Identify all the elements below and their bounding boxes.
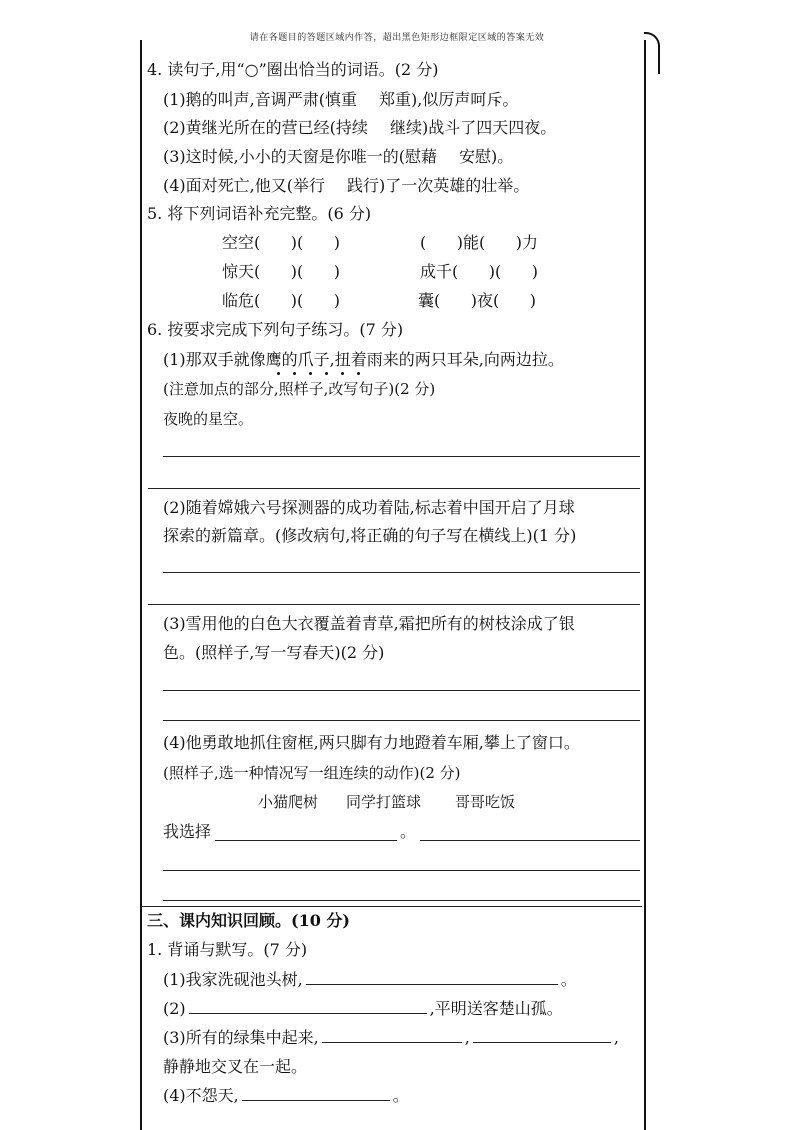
q6-s4-text-a: (4)他勇敢地抓住窗框,两只脚有力地蹬着车厢,攀上了窗口。 [163, 733, 580, 752]
recite-line-1 [163, 970, 577, 990]
q6-s4-period: 。 [400, 822, 417, 841]
answer-line[interactable] [163, 456, 640, 457]
q5-row-3-a[interactable]: 临危( )( ) [222, 291, 341, 310]
q4-item-2-opt2[interactable]: 继续 [389, 118, 422, 137]
emphasis-dot [325, 372, 328, 375]
q4-item-1-pre: (1)鹅的叫声,音调严肃( [163, 90, 325, 109]
recite-blank-1[interactable] [306, 970, 558, 985]
recite-line-3-pre: (3)所有的绿集中起来, [163, 1028, 319, 1047]
recite-line-4-pre: (4)不怨天, [163, 1086, 239, 1105]
recite-line-3-cont: 静静地交叉在一起。 [163, 1057, 308, 1076]
sec3-title: 三、课内知识回顾。(10 分) [147, 911, 350, 930]
emphasis-dot [309, 372, 312, 375]
q5-row-1-a[interactable]: 空空( )( ) [222, 233, 341, 252]
q6-s4-text-b: (照样子,选一种情况写一组连续的动作)(2 分) [163, 764, 461, 782]
q6-s1-text: (1)那双手就像鹰的爪子,扭着雨来的两只耳朵,向两边拉。 [163, 350, 564, 369]
recite-line-2-pre: (2) [163, 999, 186, 1018]
recite-line-3-post: , [613, 1028, 619, 1047]
q6-s3-text-a: (3)雪用他的白色大衣覆盖着青草,霜把所有的树枝涂成了银 [163, 614, 575, 633]
answer-line[interactable] [163, 900, 640, 901]
recite-line-3-mid: , [464, 1028, 470, 1047]
q6-s1-prompt: 夜晚的星空。 [163, 410, 254, 428]
q4-item-4-post: )了一次英雄的壮举。 [379, 176, 530, 195]
recite-line-3 [163, 1028, 619, 1048]
recite-line-4 [163, 1086, 409, 1106]
q4-item-1-opt1[interactable]: 慎重 [325, 90, 358, 109]
q6-s1-instruction: (注意加点的部分,照样子,改写句子)(2 分) [163, 380, 436, 398]
recite-blank-3a[interactable] [322, 1028, 462, 1043]
q4-item-3-post: )。 [491, 147, 514, 166]
q5-row-3-b[interactable]: 囊( )夜( ) [418, 291, 537, 310]
q6-s4-option-1: 小猫爬树 [258, 793, 319, 811]
q4-item-3-opt1[interactable]: 慰藉 [405, 147, 438, 166]
answer-line[interactable] [163, 870, 640, 871]
q6-s4-option-2: 同学打篮球 [346, 793, 422, 811]
q4-item-1-opt2[interactable]: 郑重 [379, 90, 412, 109]
q4-item-3 [163, 147, 513, 167]
q6-s3-text-b: 色。(照样子,写一写春天)(2 分) [163, 643, 385, 662]
q5-row-1-b[interactable]: ( )能( )力 [420, 233, 539, 252]
answer-line[interactable] [163, 690, 640, 691]
q5-row-2-a[interactable]: 惊天( )( ) [222, 262, 341, 281]
q4-item-4-opt2[interactable]: 践行 [347, 176, 380, 195]
q6-s4-choose-label: 我选择 [163, 822, 212, 841]
choice-blank[interactable] [215, 840, 397, 841]
section-divider [148, 604, 640, 605]
q4-title: 4. 读句子,用“○”圈出恰当的词语。(2 分) [147, 60, 439, 79]
q6-s2-text-a: (2)随着嫦娥六号探测器的成功着陆,标志着中国开启了月球 [163, 498, 575, 517]
q4-item-1 [163, 90, 518, 110]
frame-corner [644, 32, 660, 74]
answer-line[interactable] [420, 840, 640, 841]
emphasis-dot [357, 372, 360, 375]
recite-line-1-post: 。 [560, 970, 577, 989]
emphasis-dot [277, 372, 280, 375]
section-divider [142, 906, 642, 907]
q4-item-2-pre: (2)黄继光所在的营已经( [163, 118, 336, 137]
q4-item-4-pre: (4)面对死亡,他又( [163, 176, 293, 195]
recite-line-4-post: 。 [392, 1086, 409, 1105]
recite-blank-4[interactable] [242, 1086, 390, 1101]
recite-blank-3b[interactable] [473, 1028, 611, 1043]
q5-row-2-b[interactable]: 成千( )( ) [420, 262, 539, 281]
q4-item-2-opt1[interactable]: 持续 [335, 118, 368, 137]
q4-item-3-pre: (3)这时候,小小的天窗是你唯一的( [163, 147, 405, 166]
sec3-q1-title: 1. 背诵与默写。(7 分) [147, 940, 308, 959]
q4-item-3-opt2[interactable]: 安慰 [459, 147, 492, 166]
q6-s4-option-3: 哥哥吃饭 [455, 793, 516, 811]
q4-item-2-post: )战斗了四天四夜。 [421, 118, 557, 137]
recite-line-1-pre: (1)我家洗砚池头树, [163, 970, 303, 989]
section-divider [148, 488, 640, 489]
recite-line-2-post: ,平明送客楚山孤。 [429, 999, 563, 1018]
top-note: 请在各题目的答题区域内作答，超出黑色矩形边框限定区域的答案无效 [249, 33, 545, 43]
q4-item-1-post: ),似厉声呵斥。 [411, 90, 519, 109]
answer-line[interactable] [163, 720, 640, 721]
q4-item-2 [163, 118, 556, 138]
answer-line[interactable] [163, 572, 640, 573]
emphasis-dot [293, 372, 296, 375]
recite-blank-2[interactable] [189, 999, 427, 1014]
q5-title: 5. 将下列词语补充完整。(6 分) [147, 204, 372, 223]
q4-item-4 [163, 176, 529, 196]
emphasis-dot [341, 372, 344, 375]
q4-item-4-opt1[interactable]: 举行 [293, 176, 326, 195]
recite-line-2 [163, 999, 563, 1019]
q6-s2-text-b: 探索的新篇章。(修改病句,将正确的句子写在横线上)(1 分) [163, 526, 577, 545]
q6-title: 6. 按要求完成下列句子练习。(7 分) [147, 320, 404, 339]
